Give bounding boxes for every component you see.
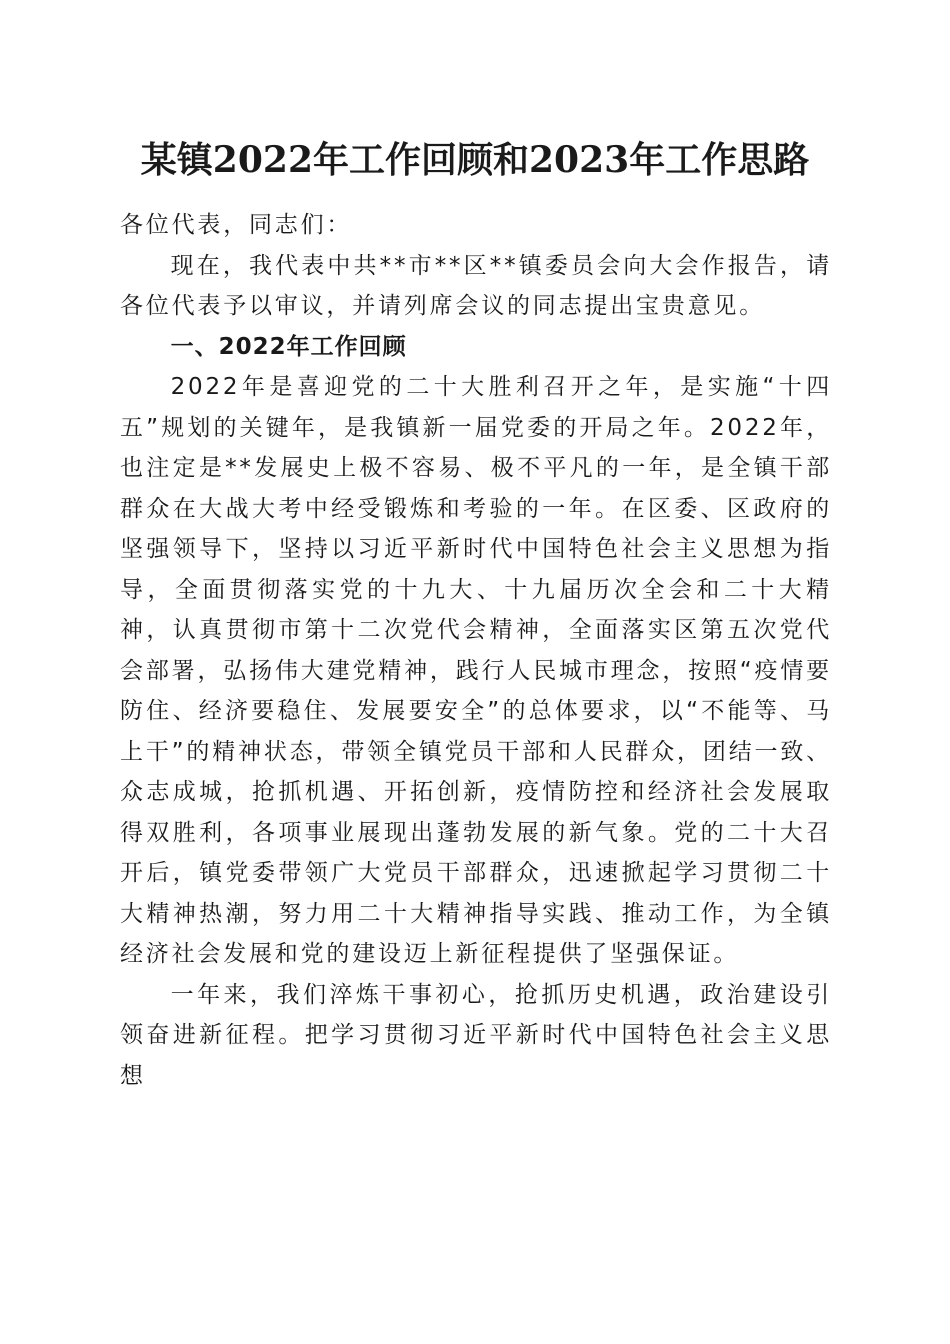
paragraph-intro: 现在，我代表中共**市**区**镇委员会向大会作报告，请各位代表予以审议，并请列席会议的同志提出宝贵意见。 (120, 252, 832, 319)
salutation: 各位代表，同志们： (120, 212, 353, 238)
section-heading: 一、2022年工作回顾 (170, 333, 407, 360)
document-body (120, 205, 832, 1096)
paragraph-year-summary: 一年来，我们淬炼干事初心，抢抓历史机遇，政治建设引领奋进新征程。把学习贯彻习近平新时代中国特色社会主义思想 (120, 981, 832, 1089)
document-title: 某镇2022年工作回顾和2023年工作思路 (140, 139, 810, 181)
paragraph-review: 2022年是喜迎党的二十大胜利召开之年，是实施“十四五”规划的关键年，是我镇新一届党委的开局之年。2022年，也注定是**发展史上极不容易、极不平凡的一年，是全镇干部群众在大战大考中经受锻炼和考验的一年。在区委、区政府的坚强领导下，坚持以习近平新时代中国特色社会主义思想为指导，全面贯彻落实党的十九大、十九届历次全会和二十大精神，认真贯彻市第十二次党代会精神，全面落实区第五次党代会部署，弘扬伟大建党精神，践行人民城市理念，按照“疫情要防住、经济要稳住、发展要安全”的总体要求，以“不能等、马上干”的精神状态，带领全镇党员干部和人民群众，团结一致、众志成城，抢抓机遇、开拓创新，疫情防控和经济社会发展取得双胜利，各项事业展现出蓬勃发展的新气象。党的二十大召开后，镇党委带领广大党员干部群众，迅速掀起学习贯彻二十大精神热潮，努力用二十大精神指导实践、推动工作，为全镇经济社会发展和党的建设迈上新征程提供了坚强保证。 (120, 374, 832, 967)
